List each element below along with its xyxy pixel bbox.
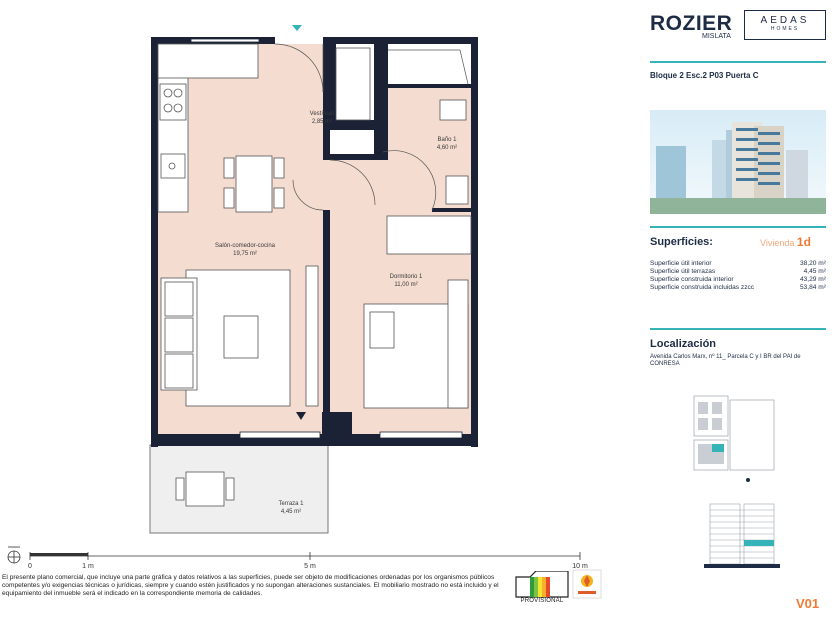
scale-label-0: 0 [28, 563, 32, 570]
room-area-bedroom: 11,00 m² [394, 282, 418, 288]
energy-rating-badge [514, 571, 570, 609]
surface-label: Superficie útil interior [650, 260, 712, 267]
green-certificate-icon [572, 569, 602, 599]
divider [650, 226, 826, 228]
developer-logo [744, 10, 826, 40]
building-section-diagram [700, 496, 790, 574]
energy-rating-label: PROVISIONAL [520, 598, 564, 604]
room-area-terrace: 4,45 m² [280, 509, 302, 515]
site-key-plan [690, 394, 790, 488]
divider [650, 328, 826, 330]
scale-bar [30, 552, 580, 560]
building-render-image [650, 110, 826, 214]
unit-type-value: 1d [796, 235, 811, 249]
surface-value: 43,29 m² [799, 276, 826, 283]
unit-type-prefix: Vivienda [760, 238, 795, 248]
corridor-floor [323, 160, 385, 220]
surface-row [650, 260, 826, 267]
room-label-bedroom: Dormitorio 1 [389, 274, 423, 280]
hall-floor [275, 44, 325, 159]
surface-row [650, 268, 826, 275]
room-label-terrace: Terraza 1 [278, 501, 304, 507]
entry-arrow-icon [292, 25, 302, 31]
scale-label-10m: 10 m [572, 563, 588, 570]
room-label-bath: Baño 1 [437, 137, 457, 143]
energy-aa-icon [514, 571, 570, 599]
developer-subname: HOMES [770, 26, 800, 32]
legal-disclaimer: El presente plano comercial, que incluye una parte gráfica y datos relativos a las superficies, puede ser objeto de modificaciones ordenadas por los organismos públicos competentes y/o exigencias técnicas o jurídicas, siempre y cuando estén justificados y no supongan alteraciones sustanciales. El mobiliario mostrado no está incluido y el equipamiento del inmueble será el indicado en la correspondiente memoria de calidades. [2, 574, 499, 598]
surface-row [650, 284, 826, 291]
surface-row [650, 276, 826, 283]
surfaces-title: Superficies: [650, 236, 713, 248]
room-area-bath: 4,60 m² [436, 145, 458, 151]
developer-name: AEDAS [760, 15, 810, 26]
version-code: V01 [796, 596, 820, 611]
brand-logo: ROZIER [650, 12, 733, 35]
room-area-living: 19,75 m² [233, 251, 257, 257]
surface-value: 38,20 m² [799, 260, 826, 267]
room-label-hall: Vestíbulo [309, 111, 335, 117]
scale-label-1m: 1 m [82, 563, 94, 570]
north-compass-icon [8, 547, 20, 563]
surface-value: 4,45 m² [803, 268, 826, 275]
brand-location: MISLATA [702, 33, 731, 40]
surface-label: Superficie construida incluidas zzcc [650, 284, 755, 291]
surface-label: Superficie construida interior [650, 276, 734, 283]
location-address: Avenida Carlos Marx, nº 11_ Parcela C y I BR del PAI de CONRESA [650, 354, 801, 367]
location-title: Localización [650, 338, 717, 350]
room-label-living: Salón-comedor-cocina [214, 243, 276, 249]
unit-type [760, 235, 811, 249]
surface-label: Superficie útil terrazas [650, 268, 716, 275]
unit-identifier: Bloque 2 Esc.2 P03 Puerta C [650, 71, 759, 80]
room-area-hall: 2,85 m² [311, 119, 333, 125]
surface-value: 53,84 m² [799, 284, 826, 291]
scale-label-5m: 5 m [304, 563, 316, 570]
divider [650, 61, 826, 63]
